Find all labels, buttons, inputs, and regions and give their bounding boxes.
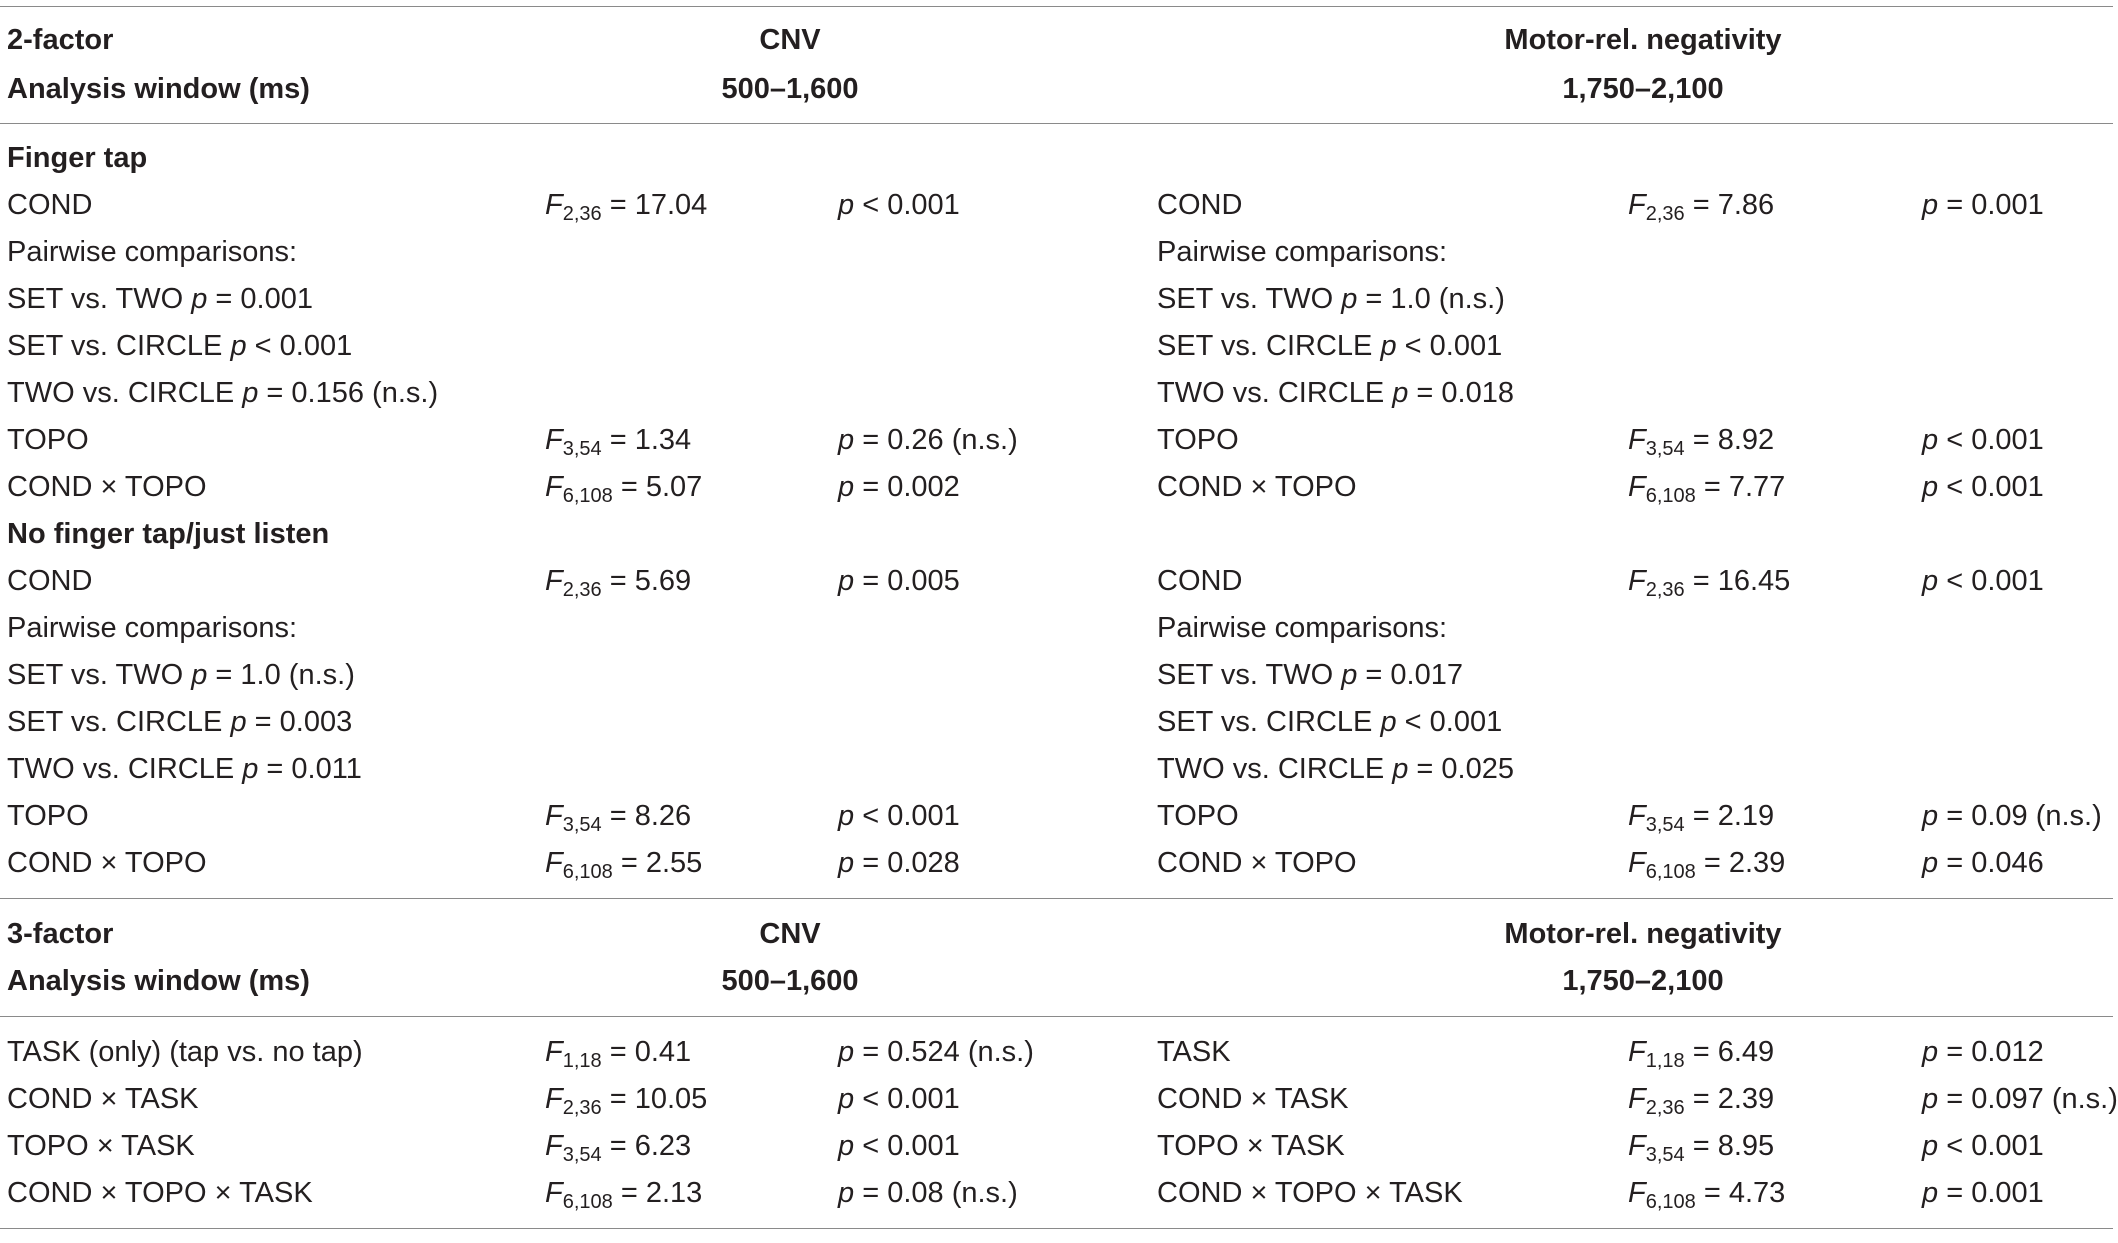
motor-effect-label: COND [1157, 189, 1243, 221]
comparison-motor: SET vs. TWO p = 0.017 [1157, 659, 1463, 691]
table-row [0, 323, 2118, 370]
table-row [0, 1076, 2118, 1123]
header-rule [0, 123, 2113, 124]
table-row [0, 558, 2118, 605]
pairwise-label: Pairwise comparisons: [7, 612, 298, 644]
header-window-label: Analysis window (ms) [7, 965, 310, 997]
cnv-f-stat: $F_{1,18} = 0.41$ [545, 1036, 692, 1072]
cnv-f-stat: $F_{2,36} = 10.05$ [545, 1083, 708, 1119]
motor-f-stat: $F_{3,54} = 8.95$ [1628, 1130, 1775, 1166]
table-row [0, 1123, 2118, 1170]
cnv-p-value: p = 0.028 [838, 847, 960, 879]
comparison-motor: SET vs. TWO p = 1.0 (n.s.) [1157, 283, 1505, 315]
motor-p-value: p = 0.046 [1922, 847, 2044, 879]
cnv-f-stat: $F_{3,54} = 8.26$ [545, 800, 692, 836]
motor-effect-label: COND × TOPO [1157, 847, 1357, 879]
table-row [0, 746, 2118, 793]
motor-p-value: p < 0.001 [1922, 424, 2044, 456]
cnv-f-stat: $F_{2,36} = 5.69$ [545, 565, 692, 601]
section-title-no-tap: No finger tap/just listen [7, 518, 330, 550]
table-row [0, 1170, 2118, 1217]
comparison-cnv: TWO vs. CIRCLE p = 0.156 (n.s.) [7, 377, 439, 409]
table-row [0, 793, 2118, 840]
motor-effect-label: COND × TOPO × TASK [1157, 1177, 1463, 1209]
header-cnv: CNV [759, 918, 821, 950]
motor-effect-label: TASK [1157, 1036, 1231, 1068]
motor-p-value: p = 0.001 [1922, 189, 2044, 221]
effect-label: TOPO × TASK [7, 1130, 195, 1162]
effect-label: COND [7, 189, 93, 221]
cnv-f-stat: $F_{6,108} = 2.55$ [545, 847, 703, 883]
comparison-motor: SET vs. CIRCLE p < 0.001 [1157, 330, 1503, 362]
header-row-window [0, 958, 2118, 1005]
comparison-cnv: SET vs. CIRCLE p = 0.003 [7, 706, 353, 738]
motor-f-stat: $F_{6,108} = 4.73$ [1628, 1177, 1786, 1213]
cnv-p-value: p < 0.001 [838, 1130, 960, 1162]
motor-effect-label: COND [1157, 565, 1243, 597]
motor-f-stat: $F_{2,36} = 2.39$ [1628, 1083, 1775, 1119]
header-motor: Motor-rel. negativity [1504, 24, 1782, 56]
effect-label: COND × TOPO × TASK [7, 1177, 313, 1209]
table-row [0, 699, 2118, 746]
effect-label: TOPO [7, 424, 89, 456]
comparison-motor: SET vs. CIRCLE p < 0.001 [1157, 706, 1503, 738]
header-window-label: Analysis window (ms) [7, 73, 310, 105]
cnv-f-stat: $F_{6,108} = 2.13$ [545, 1177, 703, 1213]
cnv-p-value: p = 0.005 [838, 565, 960, 597]
section-title-finger-tap: Finger tap [7, 142, 148, 174]
table-row [0, 840, 2118, 887]
bottom-rule [0, 1228, 2113, 1229]
cnv-p-value: p < 0.001 [838, 800, 960, 832]
motor-p-value: p = 0.012 [1922, 1036, 2044, 1068]
motor-f-stat: $F_{6,108} = 7.77$ [1628, 471, 1786, 507]
header-cnv: CNV [759, 24, 821, 56]
header-rule [0, 1016, 2113, 1017]
effect-label: COND [7, 565, 93, 597]
cnv-f-stat: $F_{3,54} = 1.34$ [545, 424, 692, 460]
header-factor-label: 2-factor [7, 24, 114, 56]
table-row [0, 605, 2118, 652]
table-row [0, 229, 2118, 276]
motor-f-stat: $F_{2,36} = 16.45$ [1628, 565, 1791, 601]
motor-pairwise-label: Pairwise comparisons: [1157, 236, 1448, 268]
table-row [0, 370, 2118, 417]
header-row-factor [0, 17, 2118, 64]
motor-effect-label: TOPO [1157, 424, 1239, 456]
motor-f-stat: $F_{1,18} = 6.49$ [1628, 1036, 1775, 1072]
motor-effect-label: TOPO [1157, 800, 1239, 832]
effect-label: COND × TOPO [7, 847, 207, 879]
motor-effect-label: COND × TASK [1157, 1083, 1349, 1115]
cnv-p-value: p = 0.08 (n.s.) [838, 1177, 1018, 1209]
motor-p-value: p < 0.001 [1922, 471, 2044, 503]
table-row [0, 417, 2118, 464]
effect-label: TOPO [7, 800, 89, 832]
comparison-motor: TWO vs. CIRCLE p = 0.025 [1157, 753, 1514, 785]
header-row-factor [0, 911, 2118, 958]
motor-f-stat: $F_{3,54} = 2.19$ [1628, 800, 1775, 836]
motor-f-stat: $F_{3,54} = 8.92$ [1628, 424, 1775, 460]
header-factor-label: 3-factor [7, 918, 114, 950]
comparison-cnv: SET vs. TWO p = 0.001 [7, 283, 313, 315]
comparison-cnv: SET vs. TWO p = 1.0 (n.s.) [7, 659, 355, 691]
motor-p-value: p = 0.097 (n.s.) [1922, 1083, 2118, 1115]
effect-label: COND × TASK [7, 1083, 199, 1115]
header-motor-window: 1,750–2,100 [1562, 965, 1724, 997]
effect-label: COND × TOPO [7, 471, 207, 503]
pairwise-label: Pairwise comparisons: [7, 236, 298, 268]
table-row [0, 464, 2118, 511]
motor-pairwise-label: Pairwise comparisons: [1157, 612, 1448, 644]
motor-p-value: p = 0.09 (n.s.) [1922, 800, 2102, 832]
motor-f-stat: $F_{6,108} = 2.39$ [1628, 847, 1786, 883]
cnv-p-value: p = 0.524 (n.s.) [838, 1036, 1034, 1068]
section-rule [0, 898, 2113, 899]
motor-effect-label: TOPO × TASK [1157, 1130, 1345, 1162]
motor-p-value: p < 0.001 [1922, 565, 2044, 597]
table-row [0, 182, 2118, 229]
table-row [0, 276, 2118, 323]
motor-p-value: p < 0.001 [1922, 1130, 2044, 1162]
motor-p-value: p = 0.001 [1922, 1177, 2044, 1209]
section-row [0, 135, 2118, 182]
top-rule [0, 6, 2113, 7]
section-row [0, 511, 2118, 558]
header-cnv-window: 500–1,600 [721, 965, 859, 997]
header-motor: Motor-rel. negativity [1504, 918, 1782, 950]
table-row [0, 652, 2118, 699]
cnv-p-value: p = 0.26 (n.s.) [838, 424, 1018, 456]
cnv-f-stat: $F_{2,36} = 17.04$ [545, 189, 708, 225]
cnv-p-value: p = 0.002 [838, 471, 960, 503]
header-cnv-window: 500–1,600 [721, 73, 859, 105]
comparison-cnv: SET vs. CIRCLE p < 0.001 [7, 330, 353, 362]
cnv-f-stat: $F_{3,54} = 6.23$ [545, 1130, 692, 1166]
comparison-cnv: TWO vs. CIRCLE p = 0.011 [7, 753, 362, 785]
cnv-p-value: p < 0.001 [838, 189, 960, 221]
cnv-p-value: p < 0.001 [838, 1083, 960, 1115]
motor-effect-label: COND × TOPO [1157, 471, 1357, 503]
comparison-motor: TWO vs. CIRCLE p = 0.018 [1157, 377, 1514, 409]
header-motor-window: 1,750–2,100 [1562, 73, 1724, 105]
cnv-f-stat: $F_{6,108} = 5.07$ [545, 471, 703, 507]
table-row [0, 1029, 2118, 1076]
header-row-window [0, 66, 2118, 113]
motor-f-stat: $F_{2,36} = 7.86$ [1628, 189, 1775, 225]
effect-label: TASK (only) (tap vs. no tap) [7, 1036, 363, 1068]
